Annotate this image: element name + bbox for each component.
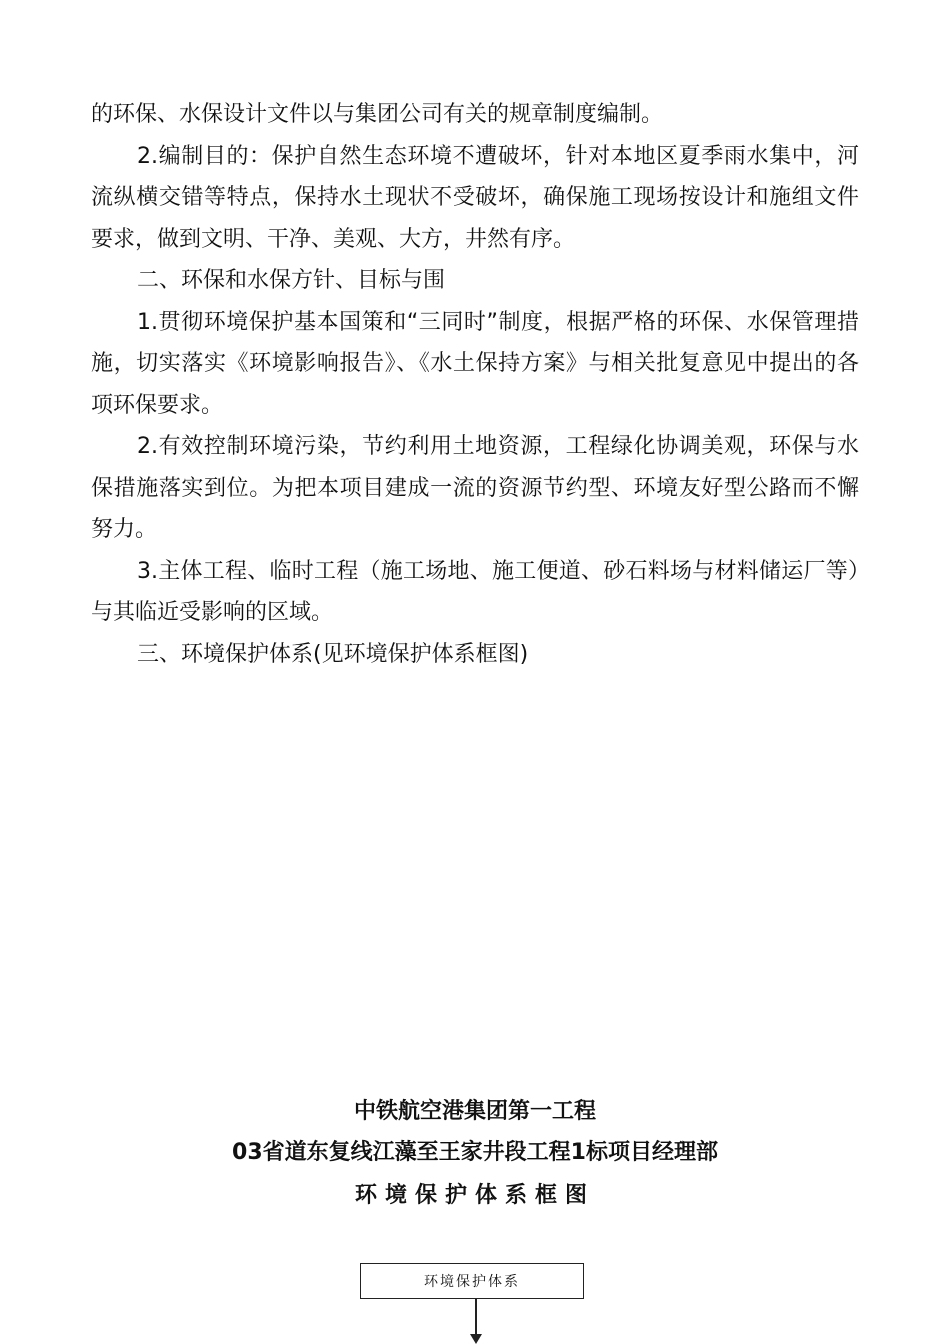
section-heading-system: 三、环境保护体系(见环境保护体系框图) <box>137 641 529 667</box>
diagram-title-chart: 环境保护体系框图 <box>354 1183 595 1208</box>
diagram-connector-line <box>475 1299 477 1337</box>
body-text <box>91 94 859 675</box>
paragraph-policy-3: 3.主体工程、临时工程（施工场地、施工便道、砂石料场与材料储运厂等）与其临近受影响的区域。 <box>91 558 859 625</box>
paragraph-policy-2: 2.有效控制环境污染，节约利用土地资源，工程绿化协调美观，环保与水保措施落实到位。为把本项目建成一流的资源节约型、环境友好型公路而不懈努力。 <box>91 434 859 542</box>
diagram-root-box: 环境保护体系 <box>360 1263 584 1299</box>
paragraph-policy-1: 1.贯彻环境保护基本国策和“三同时”制度，根据严格的环保、水保管理措施，切实落实《环境影响报告》、《水土保持方案》与相关批复意见中提出的各项环保要求。 <box>91 309 859 418</box>
section-heading-policy: 二、环保和水保方针、目标与围 <box>137 268 446 293</box>
arrow-down-icon <box>470 1334 482 1344</box>
paragraph-continuation: 的环保、水保设计文件以与集团公司有关的规章制度编制。 <box>91 102 664 127</box>
diagram-title-company: 中铁航空港集团第一工程 <box>353 1099 596 1124</box>
paragraph-purpose: 2.编制目的：保护自然生态环境不遭破坏，针对本地区夏季雨水集中，河流纵横交错等特点，保持水土现状不受破坏，确保施工现场按设计和施组文件要求，做到文明、干净、美观、大方，井然有序。 <box>91 143 859 252</box>
diagram-title-project: 03省道东复线江藻至王家井段工程1标项目经理部 <box>232 1140 718 1165</box>
